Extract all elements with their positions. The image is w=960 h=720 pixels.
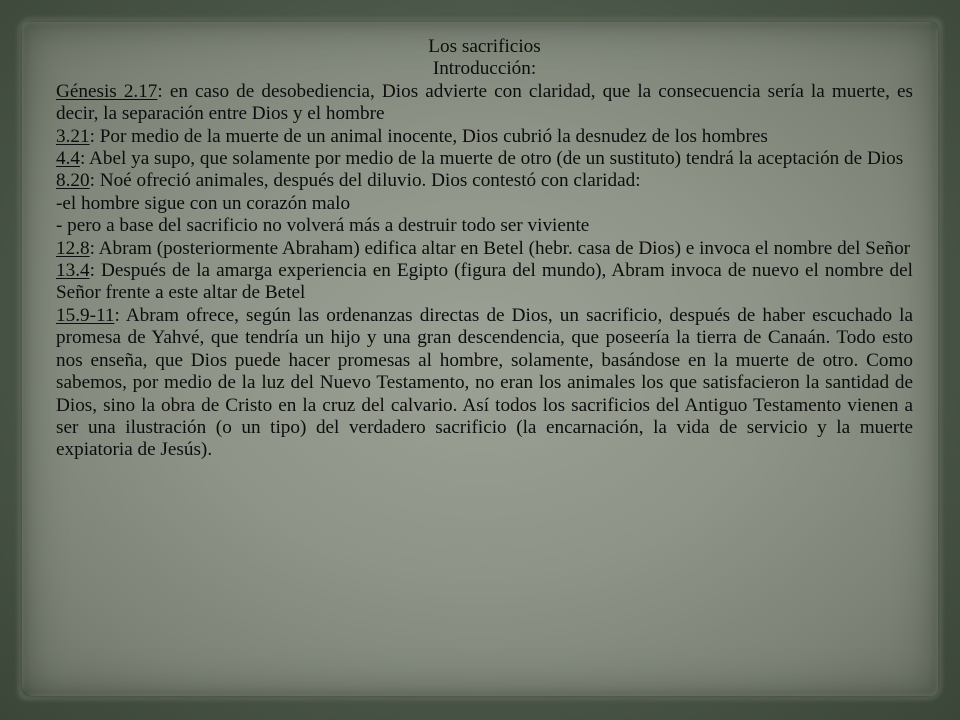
- slide-content: [56, 36, 913, 462]
- entry-3-21: [56, 126, 913, 148]
- point-2: - pero a base del sacrificio no volverá más a destruir todo ser viviente: [56, 215, 590, 237]
- entry-13-4: [56, 260, 913, 305]
- entry-text: : Abel ya supo, que solamente por medio de la muerte de otro (de un sustituto) tendrá la aceptación de Dios: [79, 148, 904, 170]
- entry-text: : Abram (posteriormente Abraham) edifica altar en Betel (hebr. casa de Dios) e invoca el nombre del Señor: [89, 237, 911, 259]
- point-1: -el hombre sigue con un corazón malo: [56, 192, 351, 214]
- entry-text: : Noé ofreció animales, después del diluvio. Dios contestó con claridad:: [89, 170, 641, 192]
- verse-reference: 12.8: [56, 237, 90, 259]
- entry-text: : Después de la amarga experiencia en Egipto (figura del mundo), Abram invoca de nuevo el nombre del Señor frente a este altar de Betel: [56, 260, 913, 304]
- entry-genesis-2-17: [56, 81, 913, 126]
- entry-8-20: [56, 170, 913, 192]
- entry-text: : Por medio de la muerte de un animal inocente, Dios cubrió la desnudez de los hombres: [89, 125, 768, 147]
- verse-reference: Génesis 2.17: [56, 80, 158, 102]
- verse-reference: 15.9-11: [56, 304, 115, 326]
- entry-text: : Abram ofrece, según las ordenanzas directas de Dios, un sacrificio, después de haber escuchado la promesa de Yahvé, que tendría un hijo y una gran descendencia, que poseería la tierra de Canaán. Todo esto nos enseña, que Dios puede hacer promesas al hombre, solamente, basándose en la muerte de otro. Como sabemos, por medio de la luz del Nuevo Testamento, no eran los animales los que satisfacieron la santidad de Dios, sino la obra de Cristo en la cruz del calvario. Así todos los sacrificios del Antiguo Testamento vienen a ser una ilustración (o un tipo) del verdadero sacrificio (la encarnación, la vida de servicio y la muerte expiatoria de Jesús).: [56, 304, 913, 461]
- entry-4-4: [56, 148, 913, 170]
- slide-subtitle: Introducción:: [432, 58, 537, 80]
- verse-reference: 3.21: [56, 125, 90, 147]
- entry-12-8: [56, 238, 913, 260]
- entry-15-9-11: [56, 305, 913, 462]
- entry-text: : en caso de desobediencia, Dios advierte con claridad, que la consecuencia sería la muerte, es decir, la separación entre Dios y el hombre: [56, 80, 913, 125]
- verse-reference: 13.4: [56, 260, 90, 282]
- slide-title: Los sacrificios: [428, 36, 541, 57]
- verse-reference: 4.4: [56, 148, 80, 170]
- verse-reference: 8.20: [56, 170, 90, 192]
